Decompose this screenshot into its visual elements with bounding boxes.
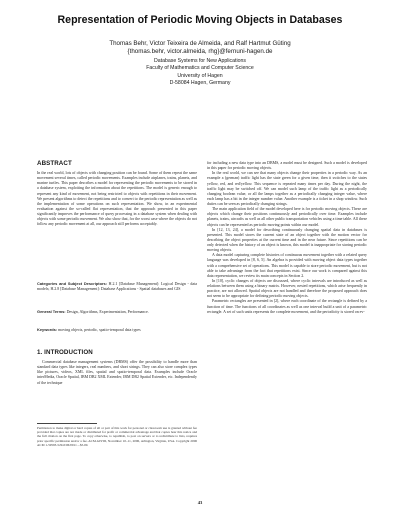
body-paragraph: In [10], cyclic changes of objects are discussed, where cyclic intervals are introduced as well as relations between them using a binary matrix. However, nested repetitions, which arise frequently in practice, are not allowed. Spatial objects are not handled and therefore the proposed approach does not seem to be appropriate for defining periodic moving objects. xyxy=(207,277,367,299)
author-block xyxy=(0,40,400,56)
categories-text: H.2.1 [Database Management]: Logical Design - data models; H.2.8 [Database Management]: Database Applications - Spatial databases and GIS xyxy=(37,281,197,292)
body-paragraph: for including a new data type into an DBMS, a model must be designed. Such a model is developed in this paper for periodic moving objects. xyxy=(207,160,367,171)
keywords-text: moving objects, periodic, spatio-temporal data types xyxy=(58,327,141,332)
affiliation-line: D-58084 Hagen, Germany xyxy=(169,79,231,86)
affiliation-line: Faculty of Mathematics and Computer Science xyxy=(146,65,254,72)
body-paragraph: In the real world, we can see that many objects change their properties in a periodic way. As an example a (german) traffic light has the state green for a given time, then it switches to the states yellow, red, and red/yellow. This sequence is repeated many times per day. During the night, the traffic light may be switched off. We can model such lamp of the traffic light as a periodically changing boolean value, or all the lamps together as a periodically changing integer value, where each lamp has a bit in the integer number value. Another example is a ticket in a shop window. Such duties can be seen as periodically changing strings. xyxy=(207,170,367,206)
keywords-heading: Keywords: xyxy=(37,327,58,332)
body-paragraph: Parametric rectangles are presented in [2], where each coordinate of the rectangle is defined by a function of time. The functions of all coordinates as well as one interval build a unit of a parametric rectangle. A set of such units represents the complete movement, and the periodicity is stored on ev- xyxy=(207,298,367,314)
categories-heading: Categories and Subject Descriptors: xyxy=(37,281,108,286)
body-paragraph: In [12, 13, 24], a model for describing continuously changing spatial data in databases is presented. This model stores the current state of an object together with the motion vector for describing the object properties at the current time and in the near future. Since repetitions can be only detected when the history of an object is known, this model is inappropriate for storing periodic moving objects. xyxy=(207,226,367,253)
general-terms-heading: General Terms: xyxy=(37,309,66,314)
introduction-paragraph: Commercial database management systems (DBMS) offer the possibility to handle more than standard data types like integers, real numbers, and short strings. They can also store complex types like pictures, videos, XML files, spatial and spatio-temporal data. Examples include Oracle interMedia, Oracle Spatial, IBM DB2 XML Extender, IBM DB2 Spatial Extender, etc. Independently of the technique xyxy=(37,359,197,385)
body-paragraph: The main application field of the model developed here is for periodic moving objects. These are objects which change their positions continuously and periodically over time. Examples include planets, trains, aircrafts as well as all other public transportation vehicles using a time table. All these objects can be represented as periodic moving points within our model. xyxy=(207,206,367,227)
introduction-text xyxy=(37,359,197,385)
affiliation-line: Database Systems for New Applications xyxy=(154,58,246,64)
affiliation-block xyxy=(0,58,400,87)
abstract-heading: ABSTRACT xyxy=(37,160,72,167)
keywords-block xyxy=(37,327,197,332)
author-names: Thomas Behr, Victor Teixeira de Almeida, and Ralf Hartmut Güting xyxy=(109,40,291,47)
body-paragraph: A data model capturing complete histories of continuous movement together with a related query language was developed in [8, 6, 5]. An algebra is provided with moving object data types together with a comprehensive set of operations. This model is capable to store periodic movement, but is not able to take advantage from the fact that repetitions exist. Since our work is compared against this data representation, we review its main concepts in Section 2. xyxy=(207,252,367,278)
introduction-heading: 1. INTRODUCTION xyxy=(37,349,93,356)
author-emails: {thomas.behr, victor.almeida, rhg}@fernuni-hagen.de xyxy=(127,48,273,55)
general-terms-block xyxy=(37,309,197,314)
abstract-paragraph: In the real world, lots of objects with changing position can be found. Some of them repeat the same movement several times, called periodic movements. Examples include airplanes, trains, planets, and marine turtles. This paper describes a model for representing the periodic movements to be stored in a database system, exploiting the information about the repetitions. The model is generic enough to represent any kind of movement, not being restricted to objects with repetitions in their movement. We present algorithms to detect the repetitions and to convert to the periodic representation as well as the implementation of some operations on such representation. We show, in an experimental evaluation against the so-called flat representation, that the approach presented in this paper significantly improves the performance of query processing in a database system when dealing with objects with some periodic movement. We also show that, for the worst case where the objects do not follow any periodic movement at all, our approach still performs acceptably. xyxy=(37,170,197,227)
page-number: 43 xyxy=(197,500,203,505)
abstract-text xyxy=(37,170,197,226)
footnote-divider xyxy=(37,423,97,424)
categories-block xyxy=(37,281,197,291)
paper-title: Representation of Periodic Moving Objects in Databases xyxy=(57,14,343,26)
affiliation-line: University of Hagen xyxy=(177,72,223,79)
copyright-footnote: Permission to make digital or hard copies of all or part of this work for personal or classroom use is granted without fee provided that copies are not made or distributed for profit or commercial advantage and that copies bear this notice and the full citation on the first page. To copy otherwise, to republish, to post on servers or to redistribute to lists, requires prior specific permission and/or a fee. ACM-GIS'06, November 10–11, 2006, Arlington, Virginia, USA. Copyright 2006 ACM 1-59593-529-0/06/0011 ...$5.00. xyxy=(37,426,197,447)
general-terms-text: Design, Algorithms, Experimentation, Performance. xyxy=(66,309,149,314)
right-column-text xyxy=(207,160,367,314)
